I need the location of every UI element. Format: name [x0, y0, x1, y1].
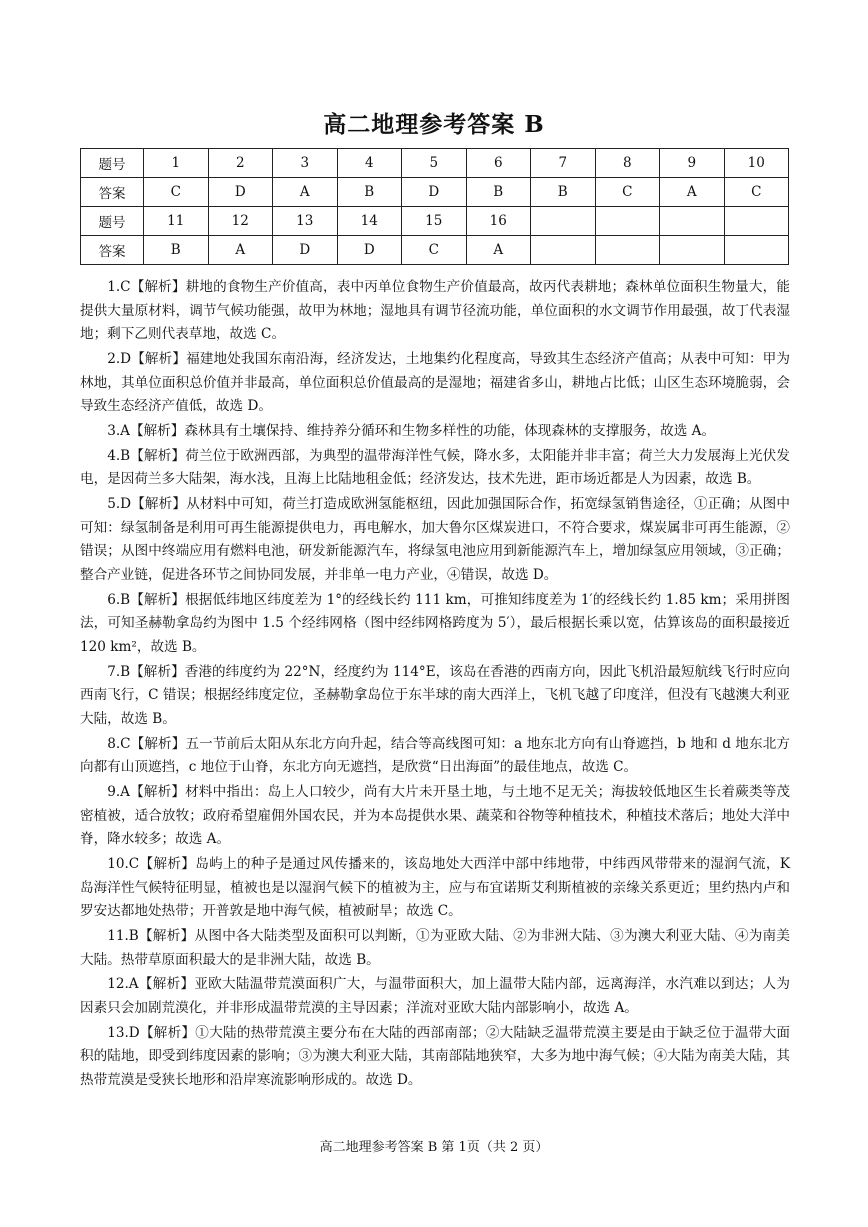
answer-cell: A — [273, 178, 338, 207]
row-header-cell: 答案 — [81, 178, 144, 207]
answer-cell: C — [402, 236, 467, 265]
answer-cell: 13 — [273, 207, 338, 236]
answer-cell: 5 — [402, 149, 467, 178]
row-header-cell: 题号 — [81, 207, 144, 236]
answer-cell: C — [724, 178, 789, 207]
answer-cell: A — [660, 178, 725, 207]
explanations — [80, 276, 790, 1094]
answer-cell — [595, 236, 660, 265]
answer-cell: 3 — [273, 149, 338, 178]
answer-cell: 12 — [208, 207, 273, 236]
explanation-paragraph: 9.A【解析】材料中指出：岛上人口较少，尚有大片未开垦土地，与土地不足无关；海拔较低地区生长着蕨类等茂密植被，适合放牧；政府希望雇佣外国农民，并为本岛提供水果、蔬菜和谷物等种植技术，种植技术落后；地处大洋中脊，降水较多；故选 A。 — [80, 783, 790, 848]
answer-cell: 14 — [337, 207, 402, 236]
answer-cell: C — [595, 178, 660, 207]
explanation-paragraph: 1.C【解析】耕地的食物生产价值高，表中丙单位食物生产价值最高，故丙代表耕地；森林单位面积生物量大，能提供大量原材料，调节气候功能强，故甲为林地；湿地具有调节径流功能，单位面积的水文调节作用最强，故丁代表湿地；剩下乙则代表草地，故选 C。 — [80, 279, 790, 343]
answer-cell: A — [208, 236, 273, 265]
answer-cell: 2 — [208, 149, 273, 178]
answer-cell: B — [144, 236, 209, 265]
explanation-paragraph: 10.C【解析】岛屿上的种子是通过风传播来的，该岛地处大西洋中部中纬地带，中纬西风带带来的湿润气流，K 岛海洋性气候特征明显，植被也是以湿润气候下的植被为主，应与布宜诺斯艾利斯植被的亲缘关系更近；里约热内卢和罗安达都地处热带；开普敦是地中海气候，植被耐旱；故选 C。 — [80, 855, 790, 920]
row-header-cell: 答案 — [81, 236, 144, 265]
answer-cell: B — [531, 178, 596, 207]
answer-cell — [724, 236, 789, 265]
answer-cell — [724, 207, 789, 236]
answer-cell: 1 — [144, 149, 209, 178]
table-row — [81, 178, 789, 207]
answer-cell: D — [208, 178, 273, 207]
explanation-paragraph: 11.B【解析】从图中各大陆类型及面积可以判断，①为亚欧大陆、②为非洲大陆、③为澳大利亚大陆、④为南美大陆。热带草原面积最大的是非洲大陆，故选 B。 — [80, 927, 790, 968]
answer-cell: D — [402, 178, 467, 207]
answer-cell: 16 — [466, 207, 531, 236]
explanation-paragraph: 2.D【解析】福建地处我国东南沿海，经济发达，土地集约化程度高，导致其生态经济产值高；从表中可知：甲为林地，其单位面积总价值并非最高，单位面积总价值最高的是湿地；福建省多山，耕地占比低；山区生态环境脆弱，会导致生态经济产值低，故选 D。 — [80, 350, 790, 415]
table-row — [81, 149, 789, 178]
explanation-paragraph: 7.B【解析】香港的纬度约为 22°N，经度约为 114°E，该岛在香港的西南方向，因此飞机沿最短航线飞行时应向西南飞行，C 错误；根据经纬度定位，圣赫勒拿岛位于东半球的南大西洋上，飞机飞越了印度洋，但没有飞越澳大利亚大陆，故选 B。 — [80, 663, 790, 727]
answer-cell: 7 — [531, 149, 596, 178]
row-header-cell: 题号 — [81, 149, 144, 178]
answer-cell: D — [337, 236, 402, 265]
answer-cell: 4 — [337, 149, 402, 178]
page-footer: 高二地理参考答案 B 第 1页（共 2 页） — [319, 1140, 549, 1155]
answer-cell: 6 — [466, 149, 531, 178]
answer-cell — [660, 236, 725, 265]
table-row — [81, 236, 789, 265]
answer-cell: 15 — [402, 207, 467, 236]
explanation-paragraph: 3.A【解析】森林具有土壤保持、维持养分循环和生物多样性的功能，体现森林的支撑服务，故选 A。 — [107, 422, 716, 439]
answer-cell — [660, 207, 725, 236]
answer-cell: A — [466, 236, 531, 265]
explanation-paragraph: 8.C【解析】五一节前后太阳从东北方向升起，结合等高线图可知：a 地东北方向有山脊遮挡，b 地和 d 地东北方向都有山顶遮挡，c 地位于山脊，东北方向无遮挡，是欣赏“日出海面”的最佳地点，故选 C。 — [80, 735, 790, 776]
answer-cell: D — [273, 236, 338, 265]
answer-cell: B — [466, 178, 531, 207]
explanation-paragraph: 4.B【解析】荷兰位于欧洲西部，为典型的温带海洋性气候，降水多，太阳能并非丰富；荷兰大力发展海上光伏发电，是因荷兰多大陆架，海水浅，且海上比陆地租金低；经济发达，技术先进，距市场近都是人为因素，故选 B。 — [80, 447, 790, 488]
answer-cell — [595, 207, 660, 236]
answer-cell: 8 — [595, 149, 660, 178]
table-row — [81, 207, 789, 236]
answer-cell: C — [144, 178, 209, 207]
explanation-paragraph: 5.D【解析】从材料中可知，荷兰打造成欧洲氢能枢纽，因此加强国际合作，拓宽绿氢销售途径，①正确；从图中可知：绿氢制备是利用可再生能源提供电力，再电解水，加大鲁尔区煤炭进口，不符合要求，煤炭属非可再生能源，②错误；从图中终端应用有燃料电池，研发新能源汽车，将绿氢电池应用到新能源汽车上，增加绿氢应用领域，③正确；整合产业链，促进各环节之间协同发展，并非单一电力产业，④错误，故选 D。 — [80, 496, 790, 583]
answer-cell — [531, 207, 596, 236]
answer-cell: B — [337, 178, 402, 207]
explanation-paragraph: 6.B【解析】根据低纬地区纬度差为 1°的经线长约 111 km，可推知纬度差为 1′的经线长约 1.85 km；采用拼图法，可知圣赫勒拿岛约为图中 1.5 个经纬网格（图中经纬网格跨度为 5′），最后根据长乘以宽，估算该岛的面积最接近 120 km²，故选 B。 — [80, 591, 790, 655]
answer-cell: 10 — [724, 149, 789, 178]
explanation-paragraph: 12.A【解析】亚欧大陆温带荒漠面积广大，与温带面积大，加上温带大陆内部，远离海洋，水汽难以到达；人为因素只会加剧荒漠化，并非形成温带荒漠的主导因素；洋流对亚欧大陆内部影响小，故选 A。 — [80, 976, 790, 1016]
answer-cell: 11 — [144, 207, 209, 236]
answer-table — [80, 148, 789, 265]
page-title: 高二地理参考答案 B — [323, 111, 545, 138]
explanation-paragraph: 13.D【解析】①大陆的热带荒漠主要分布在大陆的西部南部；②大陆缺乏温带荒漠主要是由于缺乏位于温带大面积的陆地，即受到纬度因素的影响；③为澳大利亚大陆，其南部陆地狭窄，大多为地中海气候；④大陆为南美大陆，其热带荒漠是受狭长地形和沿岸寒流影响形成的。故选 D。 — [80, 1024, 790, 1088]
answer-cell — [531, 236, 596, 265]
answer-cell: 9 — [660, 149, 725, 178]
